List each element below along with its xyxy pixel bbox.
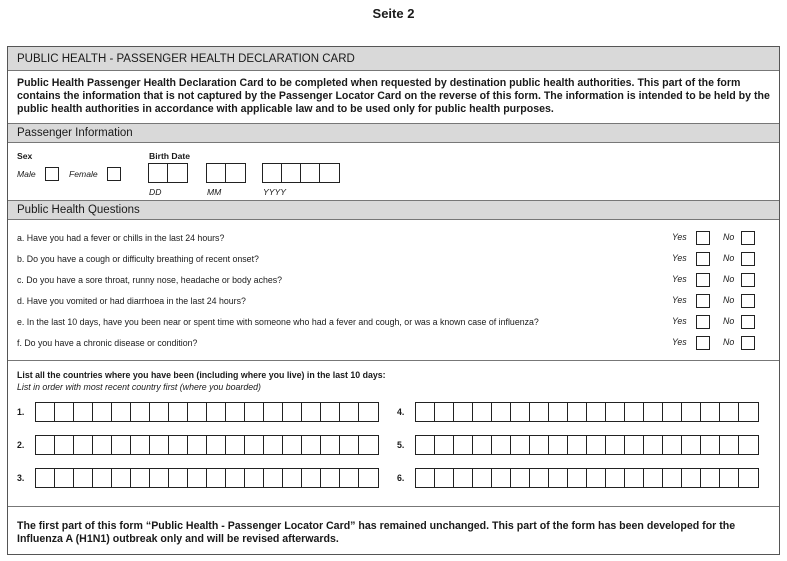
yes-checkbox[interactable]	[696, 294, 710, 308]
country-field-2[interactable]	[35, 435, 379, 455]
country-number: 2.	[17, 440, 25, 450]
no-label: No	[723, 316, 735, 326]
yes-checkbox[interactable]	[696, 336, 710, 350]
yes-label: Yes	[672, 337, 687, 347]
country-number: 5.	[397, 440, 405, 450]
yes-checkbox[interactable]	[696, 273, 710, 287]
yes-label: Yes	[672, 232, 687, 242]
health-declaration-form	[7, 46, 780, 555]
question-row	[17, 230, 779, 246]
female-label: Female	[69, 169, 98, 179]
no-label: No	[723, 232, 735, 242]
no-checkbox[interactable]	[741, 273, 755, 287]
question-row	[17, 314, 779, 330]
no-checkbox[interactable]	[741, 252, 755, 266]
page-header: Seite 2	[372, 6, 415, 21]
countries-title: List all the countries where you have been (including where you live) in the last 10 days:	[17, 370, 386, 380]
birth-month-field[interactable]	[206, 163, 246, 183]
country-field-3[interactable]	[35, 468, 379, 488]
sex-label: Sex	[17, 151, 33, 161]
male-label: Male	[17, 169, 36, 179]
no-label: No	[723, 274, 735, 284]
country-field-1[interactable]	[35, 402, 379, 422]
card-title: PUBLIC HEALTH - PASSENGER HEALTH DECLARATION CARD	[8, 47, 779, 71]
question-row	[17, 293, 779, 309]
no-checkbox[interactable]	[741, 294, 755, 308]
no-label: No	[723, 253, 735, 263]
countries-subtitle: List in order with most recent country first (where you boarded)	[17, 382, 261, 392]
country-field-6[interactable]	[415, 468, 759, 488]
question-row	[17, 272, 779, 288]
question-row	[17, 335, 779, 351]
question-text: f. Do you have a chronic disease or condition?	[17, 338, 198, 348]
yyyy-label: YYYY	[263, 187, 286, 197]
question-row	[17, 251, 779, 267]
birth-year-field[interactable]	[262, 163, 340, 183]
no-checkbox[interactable]	[741, 336, 755, 350]
yes-checkbox[interactable]	[696, 231, 710, 245]
country-number: 4.	[397, 407, 405, 417]
country-field-4[interactable]	[415, 402, 759, 422]
male-checkbox[interactable]	[45, 167, 59, 181]
question-text: d. Have you vomited or had diarrhoea in the last 24 hours?	[17, 296, 246, 306]
yes-checkbox[interactable]	[696, 252, 710, 266]
question-text: e. In the last 10 days, have you been near or spent time with someone who had a fever and cough, or was a known case of influenza?	[17, 317, 539, 327]
mm-label: MM	[207, 187, 222, 197]
country-field-5[interactable]	[415, 435, 759, 455]
intro-text: Public Health Passenger Health Declaration Card to be completed when requested by destination public health authorities. This part of the form contains the information that is not captured by the Passenger Locator Card on the reverse of this form. The information is intended to be held by the public health authorities in accordance with applicable law and to be used only for public health purposes.	[17, 77, 770, 116]
yes-label: Yes	[672, 316, 687, 326]
no-checkbox[interactable]	[741, 315, 755, 329]
yes-label: Yes	[672, 253, 687, 263]
footer-note: The first part of this form “Public Health - Passenger Locator Card” has remained unchanged. This part of the form has been developed for the Influenza A (H1N1) outbreak only and will be revised afterwards.	[8, 506, 779, 556]
country-number: 1.	[17, 407, 25, 417]
question-text: c. Do you have a sore throat, runny nose, headache or body aches?	[17, 275, 283, 285]
yes-label: Yes	[672, 295, 687, 305]
countries-section	[8, 360, 779, 506]
yes-checkbox[interactable]	[696, 315, 710, 329]
health-questions-section	[8, 220, 779, 360]
country-number: 3.	[17, 473, 25, 483]
question-text: b. Do you have a cough or difficulty breathing of recent onset?	[17, 254, 259, 264]
country-number: 6.	[397, 473, 405, 483]
passenger-info-section	[8, 143, 779, 200]
female-checkbox[interactable]	[107, 167, 121, 181]
question-text: a. Have you had a fever or chills in the last 24 hours?	[17, 233, 225, 243]
passenger-info-heading: Passenger Information	[8, 123, 779, 143]
no-label: No	[723, 295, 735, 305]
health-questions-heading: Public Health Questions	[8, 200, 779, 220]
yes-label: Yes	[672, 274, 687, 284]
no-checkbox[interactable]	[741, 231, 755, 245]
no-label: No	[723, 337, 735, 347]
birth-day-field[interactable]	[148, 163, 188, 183]
dd-label: DD	[149, 187, 162, 197]
birth-date-label: Birth Date	[149, 151, 191, 161]
